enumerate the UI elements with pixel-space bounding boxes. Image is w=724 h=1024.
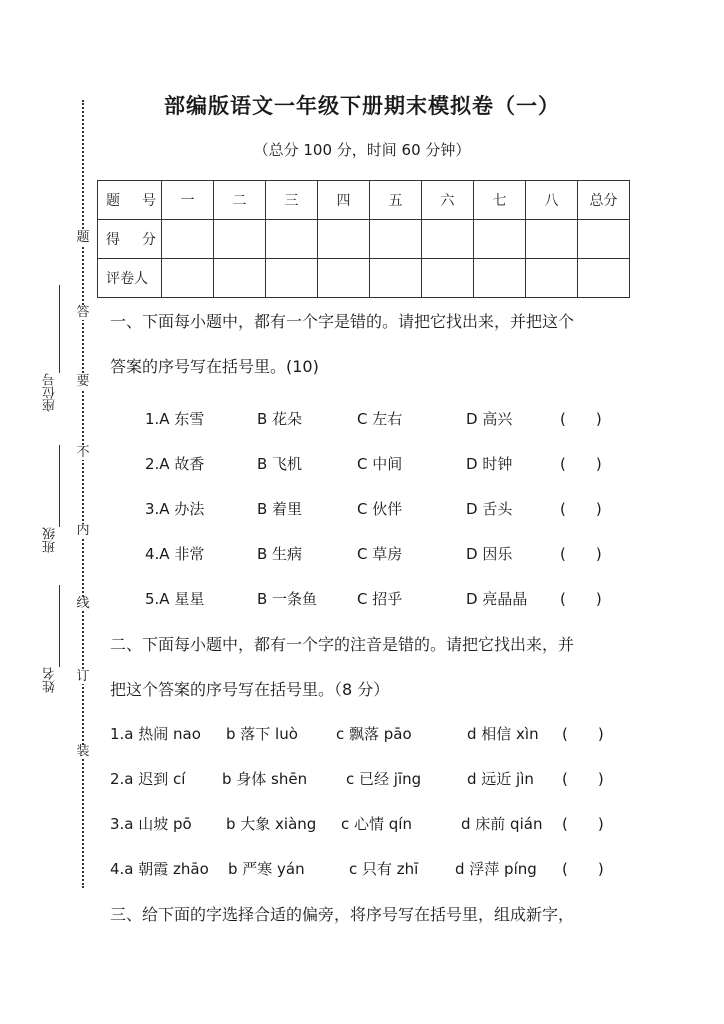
option-c: C 伙伴 — [357, 500, 403, 518]
option-a: 5.A 星星 — [145, 590, 205, 608]
answer-blank[interactable]: ( ) — [562, 725, 604, 743]
option-d: D 亮晶晶 — [466, 590, 528, 608]
option-d: D 时钟 — [466, 455, 513, 473]
score-entry-cell[interactable] — [266, 259, 318, 298]
binding-char: 答 — [76, 305, 90, 320]
answer-blank[interactable]: ( ) — [562, 860, 604, 878]
table-cell: 七 — [474, 181, 526, 220]
table-cell: 题 号 — [98, 181, 162, 220]
score-entry-cell[interactable] — [266, 220, 318, 259]
section2-heading-cont: 把这个答案的序号写在括号里。（8 分） — [110, 680, 390, 699]
option-d: d 浮萍 píng — [455, 860, 537, 878]
binding-char: 装 — [76, 744, 90, 759]
answer-blank[interactable]: ( ) — [560, 455, 602, 473]
name-line — [59, 585, 60, 667]
class-line — [59, 445, 60, 527]
table-cell: 六 — [422, 181, 474, 220]
page-title: 部编版语文一年级下册期末模拟卷（一） — [164, 94, 560, 118]
option-c: c 只有 zhī — [349, 860, 419, 878]
score-entry-cell[interactable] — [422, 259, 474, 298]
score-table-row — [98, 220, 630, 259]
option-a: 3.A 办法 — [145, 500, 205, 518]
table-cell: 三 — [266, 181, 318, 220]
page-subtitle: （总分 100 分，时间 60 分钟） — [253, 141, 471, 159]
option-c: C 草房 — [357, 545, 403, 563]
option-a: 2.A 故香 — [145, 455, 205, 473]
score-entry-cell[interactable] — [214, 259, 266, 298]
seat-number-line — [59, 285, 60, 373]
option-a: 4.A 非常 — [145, 545, 205, 563]
score-entry-cell[interactable] — [422, 220, 474, 259]
score-entry-cell[interactable] — [578, 259, 630, 298]
option-c: C 中间 — [357, 455, 403, 473]
score-table-header-row — [98, 181, 630, 220]
option-c: c 已经 jīng — [346, 770, 422, 788]
option-c: c 飘落 pāo — [336, 725, 412, 743]
table-cell: 一 — [162, 181, 214, 220]
binding-dotted-line — [82, 100, 84, 888]
table-cell: 总分 — [578, 181, 630, 220]
option-b: B 花朵 — [257, 410, 303, 428]
option-a: 1.A 东雪 — [145, 410, 205, 428]
answer-blank[interactable]: ( ) — [562, 815, 604, 833]
answer-blank[interactable]: ( ) — [562, 770, 604, 788]
score-entry-cell[interactable] — [162, 220, 214, 259]
score-entry-cell[interactable] — [474, 220, 526, 259]
table-cell: 评卷人 — [98, 259, 162, 298]
score-entry-cell[interactable] — [214, 220, 266, 259]
section2-heading: 二、下面每小题中，都有一个字的注音是错的。请把它找出来，并 — [110, 635, 575, 654]
score-entry-cell[interactable] — [578, 220, 630, 259]
answer-blank[interactable]: ( ) — [560, 410, 602, 428]
answer-blank[interactable]: ( ) — [560, 500, 602, 518]
option-b: B 一条鱼 — [257, 590, 318, 608]
option-b: B 生病 — [257, 545, 303, 563]
score-entry-cell[interactable] — [474, 259, 526, 298]
option-b: b 大象 xiàng — [226, 815, 317, 833]
option-b: B 飞机 — [257, 455, 303, 473]
binding-char: 订 — [76, 669, 90, 684]
score-entry-cell[interactable] — [526, 220, 578, 259]
binding-char: 线 — [76, 596, 90, 611]
table-cell: 八 — [526, 181, 578, 220]
option-d: D 高兴 — [466, 410, 513, 428]
binding-char: 题 — [76, 230, 90, 245]
score-entry-cell[interactable] — [370, 259, 422, 298]
option-a: 1.a 热闹 nao — [110, 725, 201, 743]
table-cell: 五 — [370, 181, 422, 220]
score-entry-cell[interactable] — [370, 220, 422, 259]
option-c: c 心情 qín — [341, 815, 412, 833]
option-d: d 相信 xìn — [467, 725, 539, 743]
option-a: 3.a 山坡 pō — [110, 815, 192, 833]
class-label: 班级 — [43, 527, 58, 553]
option-d: D 因乐 — [466, 545, 513, 563]
option-d: d 床前 qián — [461, 815, 543, 833]
binding-char: 内 — [76, 523, 90, 538]
option-b: b 落下 luò — [226, 725, 298, 743]
table-cell: 四 — [318, 181, 370, 220]
option-d: d 远近 jìn — [467, 770, 534, 788]
score-entry-cell[interactable] — [526, 259, 578, 298]
answer-blank[interactable]: ( ) — [560, 590, 602, 608]
option-a: 4.a 朝霞 zhāo — [110, 860, 209, 878]
answer-blank[interactable]: ( ) — [560, 545, 602, 563]
table-cell: 二 — [214, 181, 266, 220]
score-entry-cell[interactable] — [318, 220, 370, 259]
option-d: D 舌头 — [466, 500, 513, 518]
score-entry-cell[interactable] — [318, 259, 370, 298]
option-b: b 严寒 yán — [228, 860, 305, 878]
score-table — [97, 180, 630, 298]
table-cell: 得 分 — [98, 220, 162, 259]
section1-heading-cont: 答案的序号写在括号里。(10) — [110, 357, 319, 376]
section1-heading: 一、下面每小题中，都有一个字是错的。请把它找出来，并把这个 — [110, 312, 575, 331]
option-b: B 着里 — [257, 500, 303, 518]
binding-char: 不 — [76, 445, 90, 460]
option-a: 2.a 迟到 cí — [110, 770, 186, 788]
option-b: b 身体 shēn — [222, 770, 308, 788]
binding-char: 要 — [76, 374, 90, 389]
option-c: C 招乎 — [357, 590, 403, 608]
score-table-row — [98, 259, 630, 298]
option-c: C 左右 — [357, 410, 403, 428]
section3-heading: 三、给下面的字选择合适的偏旁，将序号写在括号里，组成新字， — [110, 905, 575, 924]
score-entry-cell[interactable] — [162, 259, 214, 298]
seat-number-label: 座位号 — [43, 373, 58, 412]
name-label: 姓名 — [43, 667, 58, 693]
